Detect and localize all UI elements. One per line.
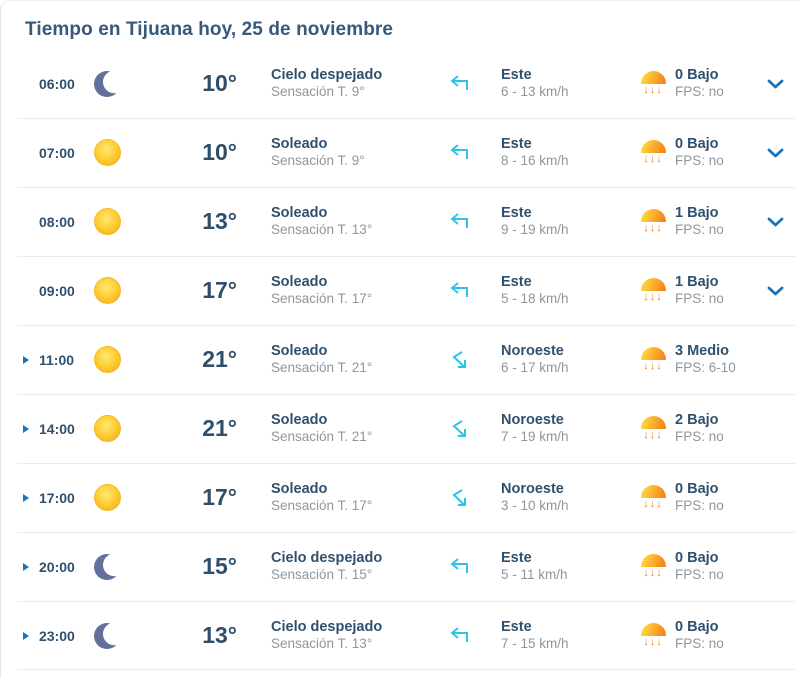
uv-halfsun-icon [641, 554, 666, 567]
expand-row-button[interactable] [759, 286, 792, 296]
uv-level-label: 0 Bajo [675, 67, 719, 83]
wind-block [483, 549, 631, 584]
moon-icon [94, 554, 120, 580]
chevron-down-icon [767, 217, 784, 227]
temperature-value: 17° [202, 277, 237, 303]
feels-like-label: Sensación T. 17° [271, 291, 373, 307]
forecast-row[interactable] [1, 463, 800, 532]
uv-radiation-icon [631, 485, 675, 510]
uv-rays-icon: ↓↓↓ [643, 83, 663, 96]
temperature-value: 13° [202, 208, 237, 234]
wind-block [483, 66, 631, 101]
arrow-pointing-down-right-icon [449, 488, 469, 508]
fps-label: FPS: no [675, 429, 724, 445]
temperature-value: 10° [202, 70, 237, 96]
weather-condition-icon [79, 208, 135, 235]
uv-halfsun-icon [641, 485, 666, 498]
wind-speed-label: 7 - 19 km/h [501, 429, 569, 445]
sun-icon [94, 277, 121, 304]
sun-icon [94, 415, 121, 442]
wind-direction-label: Este [501, 205, 532, 221]
fps-label: FPS: no [675, 498, 724, 514]
uv-radiation-icon [631, 278, 675, 303]
row-marker-triangle-icon [23, 494, 29, 502]
condition-label: Soleado [271, 136, 328, 152]
wind-direction-arrow-icon [435, 75, 483, 93]
wind-direction-arrow-icon [435, 488, 483, 508]
wind-direction-arrow-icon [435, 213, 483, 231]
wind-block [483, 135, 631, 170]
time-label: 20:00 [39, 558, 75, 575]
forecast-row[interactable] [1, 532, 800, 601]
wind-block [483, 618, 631, 653]
wind-direction-arrow-icon [435, 627, 483, 645]
weather-condition-icon [79, 484, 135, 511]
row-marker-triangle-icon [23, 563, 29, 571]
condition-block [239, 204, 435, 239]
uv-rays-icon: ↓↓↓ [643, 221, 663, 234]
wind-speed-label: 6 - 17 km/h [501, 360, 569, 376]
uv-block [675, 618, 759, 653]
condition-label: Cielo despejado [271, 619, 383, 635]
wind-direction-arrow-icon [435, 282, 483, 300]
chevron-down-icon [767, 148, 784, 158]
uv-halfsun-icon [641, 209, 666, 222]
uv-level-label: 1 Bajo [675, 274, 719, 290]
condition-label: Soleado [271, 205, 328, 221]
uv-rays-icon: ↓↓↓ [643, 566, 663, 579]
uv-level-label: 0 Bajo [675, 619, 719, 635]
condition-label: Soleado [271, 481, 328, 497]
uv-radiation-icon [631, 554, 675, 579]
forecast-row[interactable] [1, 49, 800, 118]
uv-halfsun-icon [641, 140, 666, 153]
moon-icon [94, 71, 120, 97]
fps-label: FPS: no [675, 567, 724, 583]
uv-level-label: 0 Bajo [675, 550, 719, 566]
wind-speed-label: 5 - 18 km/h [501, 291, 569, 307]
time-label: 07:00 [39, 144, 75, 161]
condition-block [239, 135, 435, 170]
temperature-value: 17° [202, 484, 237, 510]
forecast-row[interactable] [1, 394, 800, 463]
time-label: 06:00 [39, 75, 75, 92]
forecast-list [1, 49, 800, 670]
uv-halfsun-icon [641, 416, 666, 429]
wind-block [483, 411, 631, 446]
uv-level-label: 2 Bajo [675, 412, 719, 428]
wind-direction-label: Noroeste [501, 343, 564, 359]
wind-speed-label: 8 - 16 km/h [501, 153, 569, 169]
row-marker-triangle-icon [23, 632, 29, 640]
fps-label: FPS: no [675, 636, 724, 652]
time-label: 11:00 [39, 351, 75, 368]
weather-condition-icon [79, 71, 135, 97]
wind-direction-label: Noroeste [501, 412, 564, 428]
page-title: Tiempo en Tijuana hoy, 25 de noviembre [25, 19, 394, 40]
time-label: 23:00 [39, 627, 75, 644]
fps-label: FPS: no [675, 291, 724, 307]
temperature-value: 21° [202, 415, 237, 441]
wind-direction-label: Este [501, 274, 532, 290]
condition-block [239, 618, 435, 653]
moon-icon [94, 623, 120, 649]
condition-block [239, 411, 435, 446]
feels-like-label: Sensación T. 17° [271, 498, 373, 514]
wind-direction-label: Noroeste [501, 481, 564, 497]
uv-radiation-icon [631, 416, 675, 441]
uv-halfsun-icon [641, 347, 666, 360]
uv-level-label: 3 Medio [675, 343, 729, 359]
arrow-pointing-left-icon [448, 282, 470, 300]
weather-condition-icon [79, 346, 135, 373]
wind-direction-label: Este [501, 136, 532, 152]
wind-speed-label: 3 - 10 km/h [501, 498, 569, 514]
wind-direction-label: Este [501, 619, 532, 635]
uv-block [675, 411, 759, 446]
uv-radiation-icon [631, 140, 675, 165]
wind-block [483, 342, 631, 377]
uv-rays-icon: ↓↓↓ [643, 152, 663, 165]
feels-like-label: Sensación T. 13° [271, 636, 373, 652]
fps-label: FPS: no [675, 153, 724, 169]
weather-condition-icon [79, 554, 135, 580]
forecast-row[interactable] [1, 256, 800, 325]
sun-icon [94, 208, 121, 235]
arrow-pointing-left-icon [448, 558, 470, 576]
forecast-row[interactable] [1, 601, 800, 670]
wind-block [483, 204, 631, 239]
feels-like-label: Sensación T. 15° [271, 567, 373, 583]
time-label: 08:00 [39, 213, 75, 230]
sun-icon [94, 139, 121, 166]
fps-label: FPS: no [675, 222, 724, 238]
temperature-value: 15° [202, 553, 237, 579]
condition-block [239, 66, 435, 101]
temperature-value: 10° [202, 139, 237, 165]
sun-icon [94, 346, 121, 373]
feels-like-label: Sensación T. 21° [271, 360, 373, 376]
weather-condition-icon [79, 415, 135, 442]
time-label: 17:00 [39, 489, 75, 506]
wind-direction-label: Este [501, 67, 532, 83]
feels-like-label: Sensación T. 9° [271, 84, 365, 100]
uv-block [675, 342, 759, 377]
uv-level-label: 0 Bajo [675, 481, 719, 497]
uv-radiation-icon [631, 623, 675, 648]
wind-direction-arrow-icon [435, 558, 483, 576]
uv-halfsun-icon [641, 71, 666, 84]
uv-block [675, 273, 759, 308]
feels-like-label: Sensación T. 9° [271, 153, 365, 169]
wind-block [483, 273, 631, 308]
temperature-value: 13° [202, 622, 237, 648]
wind-block [483, 480, 631, 515]
condition-block [239, 273, 435, 308]
uv-halfsun-icon [641, 623, 666, 636]
forecast-row[interactable] [1, 118, 800, 187]
forecast-row[interactable] [1, 325, 800, 394]
row-marker-triangle-icon [23, 356, 29, 364]
weather-condition-icon [79, 623, 135, 649]
uv-rays-icon: ↓↓↓ [643, 635, 663, 648]
wind-speed-label: 7 - 15 km/h [501, 636, 569, 652]
wind-speed-label: 9 - 19 km/h [501, 222, 569, 238]
uv-radiation-icon [631, 71, 675, 96]
uv-block [675, 549, 759, 584]
uv-rays-icon: ↓↓↓ [643, 290, 663, 303]
forecast-row[interactable] [1, 187, 800, 256]
weather-condition-icon [79, 139, 135, 166]
condition-label: Cielo despejado [271, 550, 383, 566]
wind-speed-label: 6 - 13 km/h [501, 84, 569, 100]
uv-block [675, 204, 759, 239]
row-marker-triangle-icon [23, 425, 29, 433]
uv-rays-icon: ↓↓↓ [643, 497, 663, 510]
temperature-value: 21° [202, 346, 237, 372]
condition-block [239, 549, 435, 584]
arrow-pointing-left-icon [448, 75, 470, 93]
uv-block [675, 66, 759, 101]
expand-row-button[interactable] [759, 217, 792, 227]
fps-label: FPS: 6-10 [675, 360, 736, 376]
uv-rays-icon: ↓↓↓ [643, 359, 663, 372]
uv-level-label: 1 Bajo [675, 205, 719, 221]
condition-block [239, 480, 435, 515]
sun-icon [94, 484, 121, 511]
arrow-pointing-down-right-icon [449, 350, 469, 370]
uv-block [675, 135, 759, 170]
wind-direction-label: Este [501, 550, 532, 566]
wind-direction-arrow-icon [435, 419, 483, 439]
chevron-down-icon [767, 79, 784, 89]
condition-label: Soleado [271, 343, 328, 359]
time-label: 09:00 [39, 282, 75, 299]
expand-row-button[interactable] [759, 79, 792, 89]
wind-direction-arrow-icon [435, 144, 483, 162]
wind-speed-label: 5 - 11 km/h [501, 567, 568, 583]
wind-direction-arrow-icon [435, 350, 483, 370]
weather-condition-icon [79, 277, 135, 304]
feels-like-label: Sensación T. 21° [271, 429, 373, 445]
fps-label: FPS: no [675, 84, 724, 100]
uv-block [675, 480, 759, 515]
uv-rays-icon: ↓↓↓ [643, 428, 663, 441]
expand-row-button[interactable] [759, 148, 792, 158]
uv-level-label: 0 Bajo [675, 136, 719, 152]
arrow-pointing-left-icon [448, 213, 470, 231]
time-label: 14:00 [39, 420, 75, 437]
uv-halfsun-icon [641, 278, 666, 291]
uv-radiation-icon [631, 209, 675, 234]
arrow-pointing-down-right-icon [449, 419, 469, 439]
condition-block [239, 342, 435, 377]
condition-label: Soleado [271, 274, 328, 290]
condition-label: Cielo despejado [271, 67, 383, 83]
feels-like-label: Sensación T. 13° [271, 222, 373, 238]
uv-radiation-icon [631, 347, 675, 372]
chevron-down-icon [767, 286, 784, 296]
condition-label: Soleado [271, 412, 328, 428]
arrow-pointing-left-icon [448, 627, 470, 645]
arrow-pointing-left-icon [448, 144, 470, 162]
